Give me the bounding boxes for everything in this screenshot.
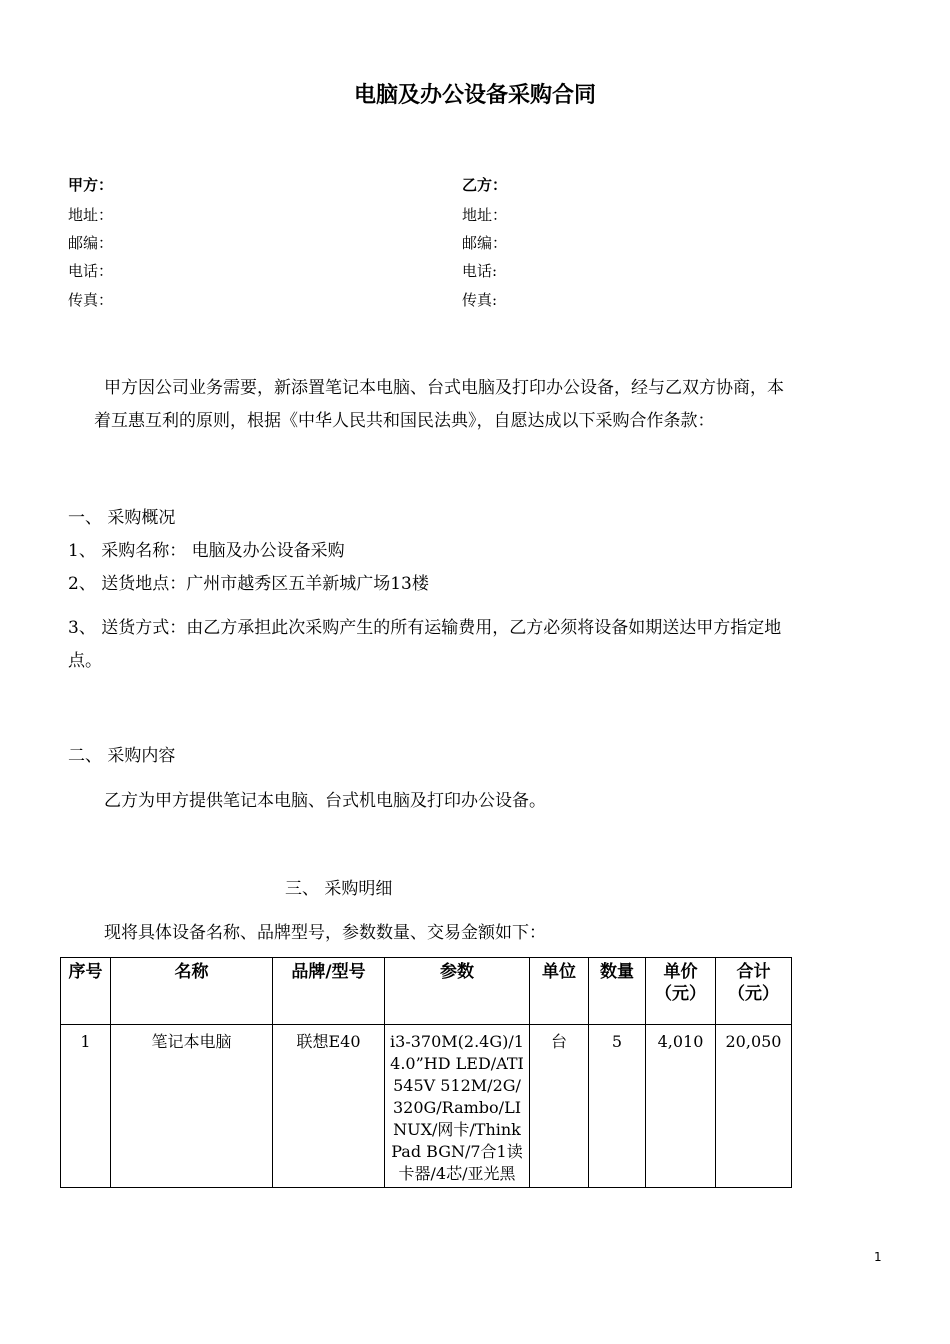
header-price: 单价（元） <box>646 958 716 1025</box>
section-3-heading: 三、 采购明细 <box>285 879 393 899</box>
header-total: 合计（元） <box>716 958 792 1025</box>
header-params: 参数 <box>385 958 530 1025</box>
party-b-fax: 传真: <box>462 291 498 309</box>
cell-unit: 台 <box>530 1025 589 1188</box>
cell-name: 笔记本电脑 <box>111 1025 273 1188</box>
section-1-heading: 一、 采购概况 <box>68 508 176 528</box>
section-1-item-2: 2、 送货地点：广州市越秀区五羊新城广场13楼 <box>68 574 429 594</box>
section-2-text: 乙方为甲方提供笔记本电脑、台式机电脑及打印办公设备。 <box>104 791 546 811</box>
party-a-fax: 传真： <box>68 291 114 309</box>
cell-model: 联想E40 <box>273 1025 385 1188</box>
party-b-label: 乙方： <box>462 176 508 194</box>
table-row <box>61 1025 792 1188</box>
party-a-phone: 电话： <box>68 262 114 280</box>
party-b-postcode: 邮编： <box>462 234 508 252</box>
cell-qty: 5 <box>589 1025 646 1188</box>
cell-params: i3-370M(2.4G)/14.0”HD LED/ATI545V 512M/2G/320G/Rambo/LINUX/网卡/ThinkPad BGN/7合1读卡器/4芯/亚光黑 <box>385 1025 530 1188</box>
party-a-address: 地址： <box>68 206 114 224</box>
section-1-item-3-line-1: 3、 送货方式：由乙方承担此次采购产生的所有运输费用，乙方必须将设备如期送达甲方指定地 <box>68 618 782 638</box>
party-a-label: 甲方： <box>68 176 114 194</box>
intro-line-1: 甲方因公司业务需要，新添置笔记本电脑、台式电脑及打印办公设备，经与乙双方协商，本 <box>104 378 784 398</box>
header-unit: 单位 <box>530 958 589 1025</box>
section-1-item-1: 1、 采购名称： 电脑及办公设备采购 <box>68 541 345 561</box>
party-a-postcode: 邮编： <box>68 234 114 252</box>
cell-price: 4,010 <box>646 1025 716 1188</box>
intro-line-2: 着互惠互利的原则，根据《中华人民共和国民法典》，自愿达成以下采购合作条款： <box>94 411 715 431</box>
table-header-row <box>61 958 792 1025</box>
intro-paragraph <box>68 372 878 438</box>
header-model: 品牌/型号 <box>273 958 385 1025</box>
section-1-item-3-line-2: 点。 <box>68 651 102 671</box>
page-number: 1 <box>874 1250 882 1264</box>
purchase-detail-table <box>60 957 792 1188</box>
section-2-heading: 二、 采购内容 <box>68 746 176 766</box>
cell-no: 1 <box>61 1025 111 1188</box>
party-b-phone: 电话: <box>462 262 498 280</box>
header-name: 名称 <box>111 958 273 1025</box>
section-3-text: 现将具体设备名称、品牌型号，参数数量、交易金额如下： <box>104 923 546 943</box>
party-b-address: 地址： <box>462 206 508 224</box>
document-title: 电脑及办公设备采购合同 <box>353 83 596 108</box>
cell-total: 20,050 <box>716 1025 792 1188</box>
header-no: 序号 <box>61 958 111 1025</box>
header-qty: 数量 <box>589 958 646 1025</box>
